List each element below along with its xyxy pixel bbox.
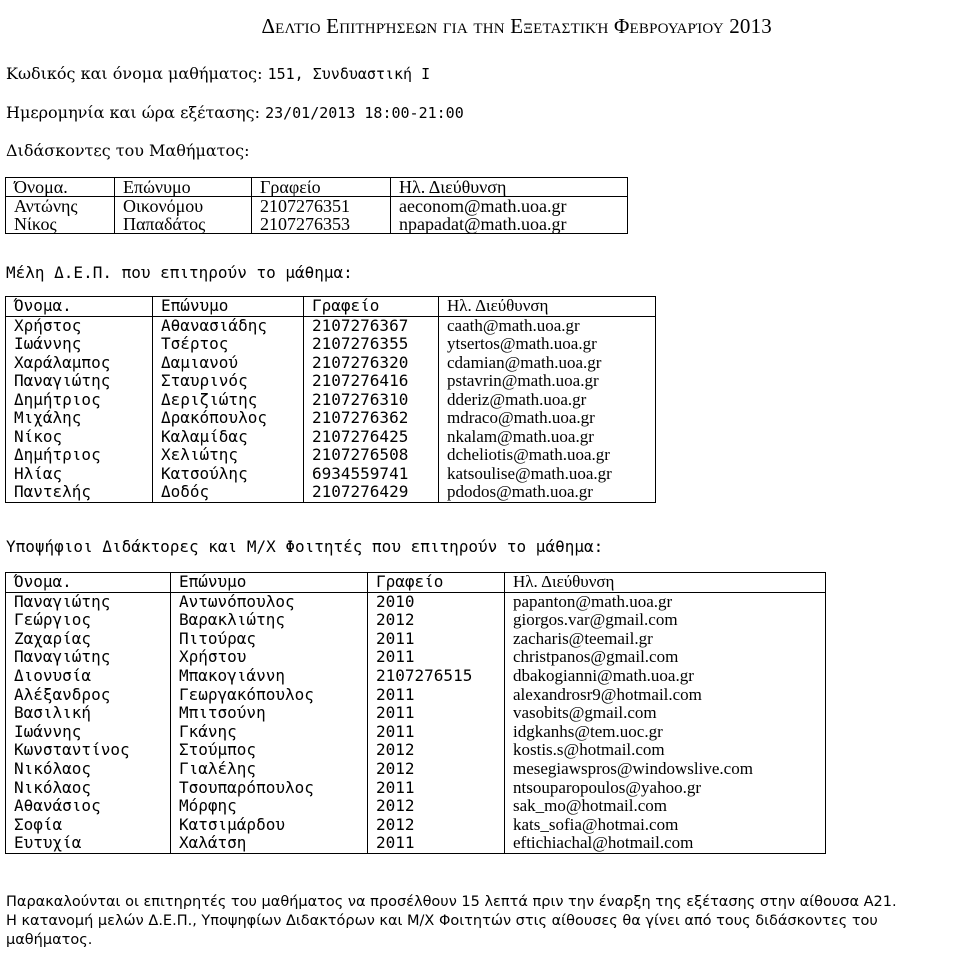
table-cell: Γκάνης — [171, 723, 368, 742]
header-cell: Όνομα. — [6, 573, 171, 593]
table-cell: Κωνσταντίνος — [6, 741, 171, 760]
exam-datetime-line — [6, 103, 464, 122]
table-cell: Μόρφης — [171, 797, 368, 816]
table-cell: 2107276353 — [252, 215, 391, 234]
table-cell: Στούμπος — [171, 741, 368, 760]
table-cell: Παντελής — [6, 483, 153, 502]
table-cell: 2012 — [368, 797, 505, 816]
table-row — [6, 592, 826, 611]
table-cell: cdamian@math.uoa.gr — [439, 354, 656, 373]
table-cell: Ζαχαρίας — [6, 630, 171, 649]
table-cell: Αθανάσιος — [6, 797, 171, 816]
footer-line-1: Παρακαλούνται οι επιτηρητές του μαθήματος να προσέλθουν 15 λεπτά πριν την έναρξη της εξέτασης στην αίθουσα Α21. — [6, 894, 897, 910]
table-cell: Σταυρινός — [153, 372, 304, 391]
header-cell: Ηλ. Διεύθυνση — [505, 573, 826, 593]
table-cell: 2107276429 — [304, 483, 439, 502]
teachers-label — [6, 141, 249, 160]
header-cell: Επώνυμο — [171, 573, 368, 593]
table-cell: nkalam@math.uoa.gr — [439, 428, 656, 447]
table-row — [6, 834, 826, 853]
table-cell: 2012 — [368, 760, 505, 779]
table-row — [6, 372, 656, 391]
table-cell: 2107276355 — [304, 335, 439, 354]
table-header-row — [6, 178, 628, 197]
table-row — [6, 354, 656, 373]
table-cell: Τσέρτος — [153, 335, 304, 354]
table-cell: Μπακογιάννη — [171, 667, 368, 686]
table-cell: dcheliotis@math.uoa.gr — [439, 446, 656, 465]
table-cell: Νίκος — [6, 428, 153, 447]
table-cell: Δημήτριος — [6, 446, 153, 465]
table-cell: 2012 — [368, 611, 505, 630]
table-row — [6, 760, 826, 779]
header-cell: Γραφείο — [368, 573, 505, 593]
table-cell: papanton@math.uoa.gr — [505, 592, 826, 611]
table-cell: 6934559741 — [304, 465, 439, 484]
table-cell: 2107276367 — [304, 316, 439, 335]
table-cell: Μπιτσούνη — [171, 704, 368, 723]
members-table — [5, 296, 656, 503]
header-cell: Ηλ. Διεύθυνση — [391, 178, 628, 197]
table-cell: 2107276425 — [304, 428, 439, 447]
page-title: Δελτίο Επιτηρήσεων για την Εξεταστική Φεβρουαρίου 2013 — [261, 14, 772, 38]
header-cell: Γραφείο — [252, 178, 391, 197]
table-row — [6, 215, 628, 234]
table-cell: 2012 — [368, 816, 505, 835]
table-cell: Γιαλέλης — [171, 760, 368, 779]
table-cell: npapadat@math.uoa.gr — [391, 215, 628, 234]
table-header-row — [6, 297, 656, 317]
table-cell: Ιωάννης — [6, 335, 153, 354]
table-cell: Χρήστου — [171, 648, 368, 667]
table-cell: aeconom@math.uoa.gr — [391, 197, 628, 216]
table-cell: Αντωνόπουλος — [171, 592, 368, 611]
table-row — [6, 391, 656, 410]
table-row — [6, 723, 826, 742]
header-cell: Επώνυμο — [115, 178, 252, 197]
table-cell: ntsouparopoulos@yahoo.gr — [505, 779, 826, 798]
table-cell: Νικόλαος — [6, 779, 171, 798]
table-cell: Νίκος — [6, 215, 115, 234]
table-cell: alexandrosr9@hotmail.com — [505, 686, 826, 705]
table-cell: Δαμιανού — [153, 354, 304, 373]
table-row — [6, 630, 826, 649]
table-row — [6, 428, 656, 447]
table-cell: 2011 — [368, 686, 505, 705]
table-cell: Παναγιώτης — [6, 592, 171, 611]
table-row — [6, 648, 826, 667]
members-label: Μέλη Δ.Ε.Π. που επιτηρούν το μάθημα: — [6, 263, 353, 282]
table-cell: Γεώργιος — [6, 611, 171, 630]
table-cell: mesegiawspros@windowslive.com — [505, 760, 826, 779]
table-cell: 2011 — [368, 834, 505, 853]
table-cell: idgkanhs@tem.uoc.gr — [505, 723, 826, 742]
table-cell: Αντώνης — [6, 197, 115, 216]
table-cell: zacharis@teemail.gr — [505, 630, 826, 649]
table-row — [6, 465, 656, 484]
table-cell: mdraco@math.uoa.gr — [439, 409, 656, 428]
table-cell: 2012 — [368, 741, 505, 760]
table-row — [6, 667, 826, 686]
table-cell: 2107276508 — [304, 446, 439, 465]
table-row — [6, 409, 656, 428]
table-cell: Χελιώτης — [153, 446, 304, 465]
table-cell: kats_sofia@hotmai.com — [505, 816, 826, 835]
table-cell: 2011 — [368, 723, 505, 742]
header-cell: Γραφείο — [304, 297, 439, 317]
table-row — [6, 779, 826, 798]
table-cell: Κατσούλης — [153, 465, 304, 484]
table-row — [6, 704, 826, 723]
table-cell: ytsertos@math.uoa.gr — [439, 335, 656, 354]
table-cell: Τσουπαρόπουλος — [171, 779, 368, 798]
table-cell: Καλαμίδας — [153, 428, 304, 447]
table-cell: 2107276362 — [304, 409, 439, 428]
table-cell: pdodos@math.uoa.gr — [439, 483, 656, 502]
table-row — [6, 483, 656, 502]
table-cell: christpanos@gmail.com — [505, 648, 826, 667]
table-cell: sak_mo@hotmail.com — [505, 797, 826, 816]
table-cell: 2107276310 — [304, 391, 439, 410]
table-cell: Ηλίας — [6, 465, 153, 484]
teachers-label-text: Διδάσκοντες του Μαθήματος: — [6, 141, 250, 160]
table-cell: caath@math.uoa.gr — [439, 316, 656, 335]
table-cell: Δημήτριος — [6, 391, 153, 410]
table-cell: 2011 — [368, 648, 505, 667]
table-cell: dbakogianni@math.uoa.gr — [505, 667, 826, 686]
table-cell: 2107276351 — [252, 197, 391, 216]
table-cell: 2107276416 — [304, 372, 439, 391]
table-cell: Κατσιμάρδου — [171, 816, 368, 835]
table-cell: Δρακόπουλος — [153, 409, 304, 428]
course-code-label: Κωδικός και όνομα μαθήματος: — [6, 64, 263, 83]
table-cell: Παναγιώτης — [6, 372, 153, 391]
table-cell: Γεωργακόπουλος — [171, 686, 368, 705]
table-cell: 2107276320 — [304, 354, 439, 373]
table-cell: kostis.s@hotmail.com — [505, 741, 826, 760]
table-cell: 2010 — [368, 592, 505, 611]
table-cell: 2011 — [368, 779, 505, 798]
candidates-table — [5, 572, 826, 854]
table-cell: Παναγιώτης — [6, 648, 171, 667]
table-cell: Χρήστος — [6, 316, 153, 335]
table-cell: Δεριζιώτης — [153, 391, 304, 410]
header-cell: Όνομα. — [6, 178, 115, 197]
course-code-line — [6, 64, 430, 83]
table-cell: katsoulise@math.uoa.gr — [439, 465, 656, 484]
table-row — [6, 611, 826, 630]
header-cell: Επώνυμο — [153, 297, 304, 317]
table-cell: Χαράλαμπος — [6, 354, 153, 373]
table-cell: dderiz@math.uoa.gr — [439, 391, 656, 410]
exam-datetime-label: Ημερομηνία και ώρα εξέτασης: — [6, 103, 260, 122]
table-cell: pstavrin@math.uoa.gr — [439, 372, 656, 391]
table-cell: Διονυσία — [6, 667, 171, 686]
table-row — [6, 335, 656, 354]
table-cell: 2011 — [368, 630, 505, 649]
table-row — [6, 686, 826, 705]
table-cell: Βασιλική — [6, 704, 171, 723]
table-row — [6, 741, 826, 760]
table-cell: Ευτυχία — [6, 834, 171, 853]
table-cell: Οικονόμου — [115, 197, 252, 216]
table-cell: Δοδός — [153, 483, 304, 502]
footer-notes — [6, 893, 956, 950]
table-cell: Μιχάλης — [6, 409, 153, 428]
teachers-table — [5, 177, 628, 234]
table-cell: Σοφία — [6, 816, 171, 835]
table-row — [6, 816, 826, 835]
table-row — [6, 446, 656, 465]
course-code-value: 151, Συνδυαστική Ι — [267, 65, 431, 83]
table-row — [6, 316, 656, 335]
footer-line-2: Η κατανομή μελών Δ.Ε.Π., Υποψηφίων Διδακτόρων και Μ/Χ Φοιτητών στις αίθουσες θα γίνει από τους διδάσκοντες του μαθήματος. — [6, 913, 878, 948]
table-cell: Χαλάτση — [171, 834, 368, 853]
table-row — [6, 797, 826, 816]
exam-datetime-value: 23/01/2013 18:00-21:00 — [265, 104, 464, 122]
table-cell: Αθανασιάδης — [153, 316, 304, 335]
table-cell: Παπαδάτος — [115, 215, 252, 234]
candidates-label: Υποψήφιοι Διδάκτορες και Μ/Χ Φοιτητές που επιτηρούν το μάθημα: — [6, 537, 604, 556]
table-cell: Νικόλαος — [6, 760, 171, 779]
table-cell: giorgos.var@gmail.com — [505, 611, 826, 630]
table-cell: eftichiachal@hotmail.com — [505, 834, 826, 853]
table-cell: Βαρακλιώτης — [171, 611, 368, 630]
table-cell: vasobits@gmail.com — [505, 704, 826, 723]
table-cell: Ιωάννης — [6, 723, 171, 742]
header-cell: Ηλ. Διεύθυνση — [439, 297, 656, 317]
table-cell: Αλέξανδρος — [6, 686, 171, 705]
header-cell: Όνομα. — [6, 297, 153, 317]
table-cell: Πιτούρας — [171, 630, 368, 649]
table-cell: 2107276515 — [368, 667, 505, 686]
table-cell: 2011 — [368, 704, 505, 723]
table-header-row — [6, 573, 826, 593]
table-row — [6, 197, 628, 216]
